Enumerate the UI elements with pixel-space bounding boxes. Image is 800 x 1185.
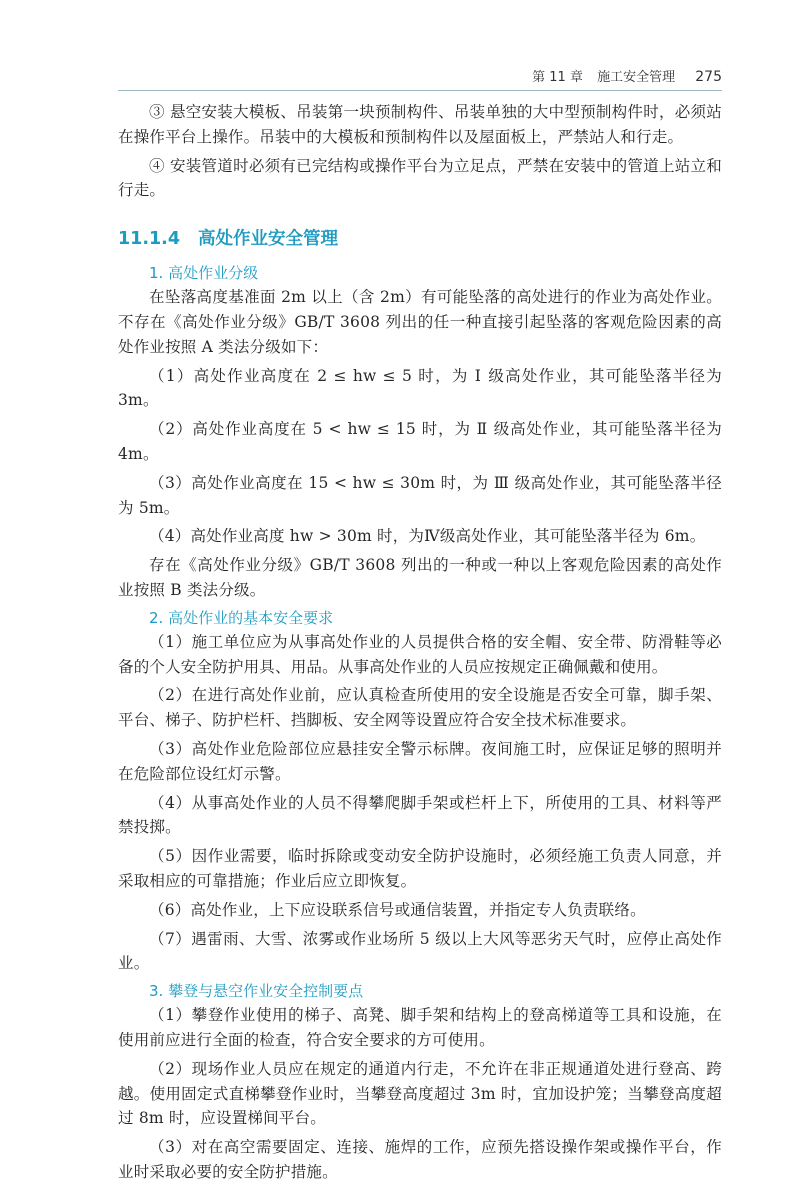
section-number: 11.1.4 bbox=[118, 229, 181, 250]
subsection-heading: 3. 攀登与悬空作业安全控制要点 bbox=[149, 982, 364, 1001]
list-item: （4）高处作业高度 hw > 30m 时，为Ⅳ级高处作业，其可能坠落半径为 6m。 bbox=[149, 527, 706, 546]
subsection-heading: 1. 高处作业分级 bbox=[149, 264, 259, 283]
body-paragraph: 存在《高处作业分级》GB/T 3608 列出的一种或一种以上客观危险因素的高处作业按照 B 类法分级。 bbox=[118, 556, 722, 599]
section-title: 高处作业安全管理 bbox=[198, 229, 339, 250]
list-item: （2）高处作业高度在 5 < hw ≤ 15 时，为 Ⅱ 级高处作业，其可能坠落半径为 4m。 bbox=[118, 420, 722, 463]
list-item: （3）高处作业高度在 15 < hw ≤ 30m 时，为 Ⅲ 级高处作业，其可能坠落半径为 5m。 bbox=[118, 473, 722, 517]
body-paragraph: 在坠落高度基准面 2m 以上（含 2m）有可能坠落的高处进行的作业为高处作业。不存在《高处作业分级》GB/T 3608 列出的任一种直接引起坠落的客观危险因素的高处作业按照 A 类法分级如下： bbox=[118, 288, 722, 356]
header-info bbox=[522, 66, 722, 85]
list-item: （2）在进行高处作业前，应认真检查所使用的安全设施是否安全可靠，脚手架、平台、梯子、防护栏杆、挡脚板、安全网等设置应符合安全技术标准要求。 bbox=[118, 686, 722, 730]
list-item: （3）高处作业危险部位应悬挂安全警示标牌。夜间施工时，应保证足够的照明并在危险部位设红灯示警。 bbox=[118, 739, 722, 783]
list-item: （4）从事高处作业的人员不得攀爬脚手架或栏杆上下，所使用的工具、材料等严禁投掷。 bbox=[118, 793, 722, 837]
list-item: （6）高处作业，上下应设联系信号或通信装置，并指定专人负责联络。 bbox=[149, 900, 646, 919]
intro-paragraph: ④ 安装管道时必须有已完结构或操作平台为立足点，严禁在安装中的管道上站立和行走。 bbox=[118, 156, 722, 200]
subsection-heading: 2. 高处作业的基本安全要求 bbox=[149, 608, 334, 627]
list-item: （2）现场作业人员应在规定的通道内行走，不允许在非正规通道处进行登高、跨越。使用固定式直梯攀登作业时，当攀登高度超过 3m 时，宜加设护笼；当攀登高度超过 8m 时，应设置梯间平台。 bbox=[118, 1059, 722, 1128]
list-item: （1）攀登作业使用的梯子、高凳、脚手架和结构上的登高梯道等工具和设施，在使用前应进行全面的检查，符合安全要求的方可使用。 bbox=[118, 1006, 722, 1049]
list-item: （3）对在高空需要固定、连接、施焊的工作，应预先搭设操作架或操作平台，作业时采取必要的安全防护措施。 bbox=[118, 1138, 722, 1181]
chapter-number: 第 11 章 bbox=[532, 70, 583, 85]
list-item: （1）施工单位应为从事高处作业的人员提供合格的安全帽、安全带、防滑鞋等必备的个人安全防护用具、用品。从事高处作业的人员应按规定正确佩戴和使用。 bbox=[118, 632, 722, 676]
list-item: （5）因作业需要，临时拆除或变动安全防护设施时，必须经施工负责人同意，并采取相应的可靠措施；作业后应立即恢复。 bbox=[118, 847, 722, 890]
chapter-title: 施工安全管理 bbox=[597, 70, 676, 85]
page-number: 275 bbox=[695, 69, 722, 85]
list-item: （1）高处作业高度在 2 ≤ hw ≤ 5 时，为 Ⅰ 级高处作业，其可能坠落半径为 3m。 bbox=[118, 366, 722, 410]
section-heading bbox=[118, 225, 722, 250]
running-header bbox=[118, 66, 722, 91]
page-content bbox=[118, 100, 722, 1185]
intro-paragraph: ③ 悬空安装大模板、吊装第一块预制构件、吊装单独的大中型预制构件时，必须站在操作平台上操作。吊装中的大模板和预制构件以及屋面板上，严禁站人和行走。 bbox=[118, 103, 722, 146]
list-item: （7）遇雷雨、大雪、浓雾或作业场所 5 级以上大风等恶劣天气时，应停止高处作业。 bbox=[118, 929, 722, 973]
